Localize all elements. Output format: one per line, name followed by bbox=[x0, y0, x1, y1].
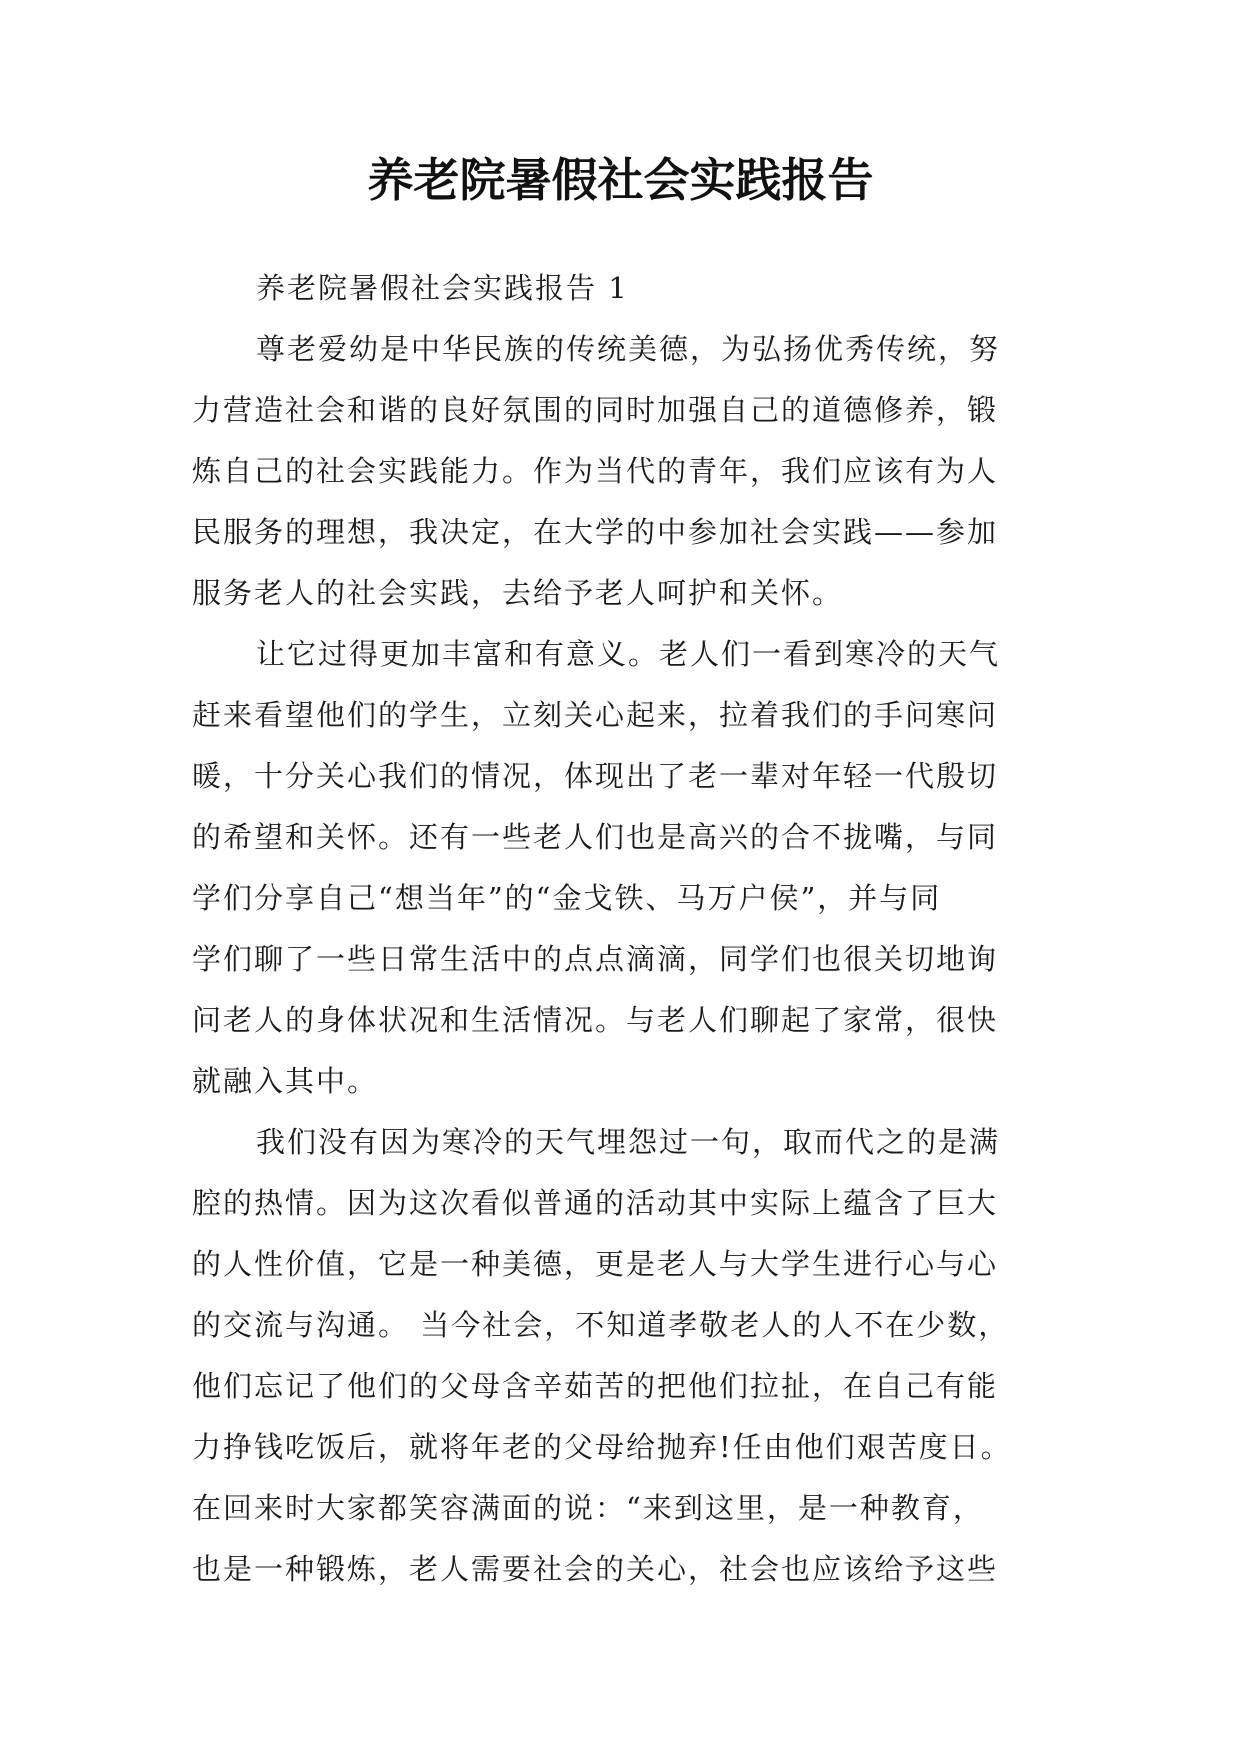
text-line: 服务老人的社会实践，去给予老人呵护和关怀。 bbox=[192, 576, 844, 610]
text-line: 炼自己的社会实践能力。作为当代的青年，我们应该有为人 bbox=[192, 454, 999, 488]
text-line: 我们没有因为寒冷的天气埋怨过一句，取而代之的是满 bbox=[256, 1125, 1001, 1159]
section-heading bbox=[192, 258, 1052, 319]
document-body bbox=[192, 258, 1052, 1600]
text-line: 力营造社会和谐的良好氛围的同时加强自己的道德修养，锻 bbox=[192, 393, 999, 427]
text-line: 的人性价值，它是一种美德，更是老人与大学生进行心与心 bbox=[192, 1247, 999, 1281]
paragraph-1 bbox=[192, 319, 1052, 624]
text-line: 尊老爱幼是中华民族的传统美德，为弘扬优秀传统，努 bbox=[256, 332, 1001, 366]
text-line: 民服务的理想，我决定，在大学的中参加社会实践——参加 bbox=[192, 515, 999, 549]
paragraph-3 bbox=[192, 1112, 1052, 1600]
text-line: 在回来时大家都笑容满面的说：“来到这里，是一种教育， bbox=[192, 1491, 984, 1525]
text-line: 问老人的身体状况和生活情况。与老人们聊起了家常，很快 bbox=[192, 1003, 999, 1037]
text-line: 腔的热情。因为这次看似普通的活动其中实际上蕴含了巨大 bbox=[192, 1186, 999, 1220]
text-line: 赶来看望他们的学生，立刻关心起来，拉着我们的手问寒问 bbox=[192, 698, 999, 732]
text-line: 他们忘记了他们的父母含辛茹苦的把他们拉扯，在自己有能 bbox=[192, 1369, 999, 1403]
text-line: 的希望和关怀。还有一些老人们也是高兴的合不拢嘴，与同 bbox=[192, 820, 999, 854]
text-line: 也是一种锻炼，老人需要社会的关心，社会也应该给予这些 bbox=[192, 1552, 999, 1586]
text-line: 暖，十分关心我们的情况，体现出了老一辈对年轻一代殷切 bbox=[192, 759, 999, 793]
text-line: 力挣钱吃饭后，就将年老的父母给抛弃!任由他们艰苦度日。 bbox=[192, 1430, 1012, 1464]
text-line: 让它过得更加丰富和有意义。老人们一看到寒冷的天气 bbox=[256, 637, 1001, 671]
text-line: 就融入其中。 bbox=[192, 1064, 379, 1098]
text-line: 养老院暑假社会实践报告 1 bbox=[256, 271, 629, 305]
text-line: 学们分享自己“想当年”的“金戈铁、马万户侯”，并与同 bbox=[192, 881, 942, 915]
text-line: 学们聊了一些日常生活中的点点滴滴，同学们也很关切地询 bbox=[192, 942, 999, 976]
document-title: 养老院暑假社会实践报告 bbox=[367, 153, 874, 207]
paragraph-2 bbox=[192, 624, 1052, 1112]
text-line: 的交流与沟通。 当今社会，不知道孝敬老人的人不在少数， bbox=[192, 1308, 1010, 1342]
